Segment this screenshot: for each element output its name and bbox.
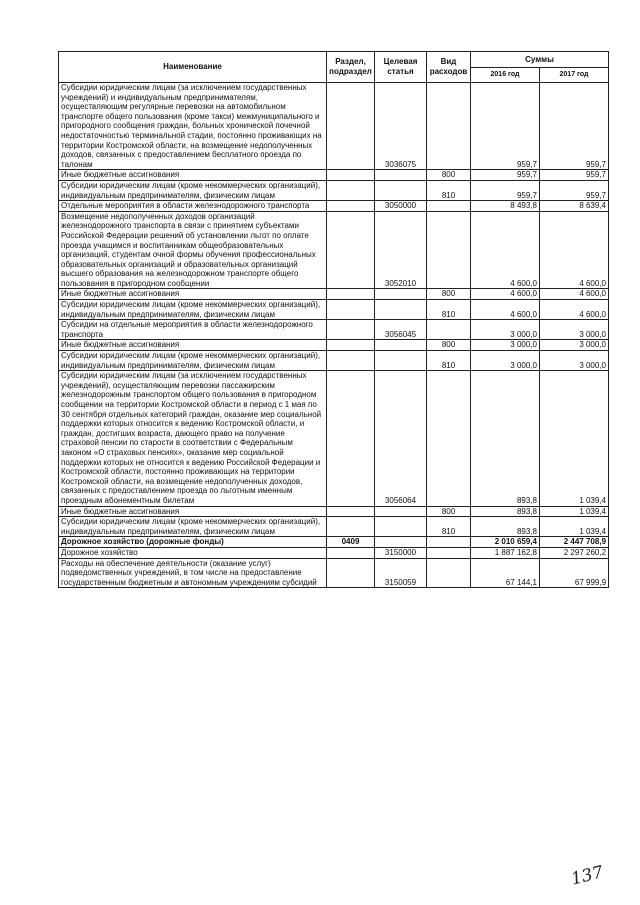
row-sum-2017: 959,7 <box>540 170 609 181</box>
row-target-code <box>375 537 427 548</box>
row-target-code <box>375 180 427 200</box>
row-target-code <box>375 506 427 517</box>
row-sum-2017: 2 297 260,2 <box>540 547 609 558</box>
table-row <box>59 506 609 517</box>
table-row <box>59 300 609 320</box>
row-section <box>327 201 375 212</box>
row-expense-type: 810 <box>427 517 471 537</box>
row-name: Субсидии юридическим лицам (кроме некоммерческих организаций), индивидуальным предпринимателям, физическим лицам <box>59 351 327 371</box>
row-target-code: 3052010 <box>375 211 427 289</box>
row-sum-2016: 959,7 <box>471 83 540 170</box>
row-section <box>327 340 375 351</box>
row-sum-2016: 4 600,0 <box>471 289 540 300</box>
row-target-code <box>375 517 427 537</box>
header-name: Наименование <box>59 52 327 83</box>
row-section: 0409 <box>327 537 375 548</box>
row-name: Возмещение недополученных доходов организаций железнодорожного транспорта в связи с принятием субъектами Российской Федерации решений об установлении льгот по оплате проезда учащимся и воспитанникам общеобразовательных организаций, студентам очной формы обучения профессиональных образовательных организаций и образовательных организаций высшего образования на железнодорожном транспорте общего пользования в пригородном сообщении <box>59 211 327 289</box>
row-sum-2016: 3 000,0 <box>471 351 540 371</box>
table-row <box>59 371 609 506</box>
row-target-code: 3036075 <box>375 83 427 170</box>
row-expense-type <box>427 201 471 212</box>
row-target-code <box>375 300 427 320</box>
page-number: 137 <box>569 862 606 890</box>
row-name: Отдельные мероприятия в области железнодорожного транспорта <box>59 201 327 212</box>
row-expense-type: 810 <box>427 180 471 200</box>
row-sum-2016: 4 600,0 <box>471 300 540 320</box>
row-expense-type <box>427 320 471 340</box>
row-sum-2016: 959,7 <box>471 180 540 200</box>
row-section <box>327 506 375 517</box>
header-target: Целевая статья <box>375 52 427 83</box>
table-row <box>59 211 609 289</box>
row-sum-2017: 1 039,4 <box>540 506 609 517</box>
row-name: Субсидии юридическим лицам (кроме некоммерческих организаций), индивидуальным предпринимателям, физическим лицам <box>59 300 327 320</box>
row-section <box>327 170 375 181</box>
row-name: Иные бюджетные ассигнования <box>59 340 327 351</box>
row-sum-2017: 4 600,0 <box>540 300 609 320</box>
row-sum-2016: 2 010 659,4 <box>471 537 540 548</box>
row-sum-2017: 8 639,4 <box>540 201 609 212</box>
row-target-code <box>375 170 427 181</box>
row-expense-type: 800 <box>427 289 471 300</box>
row-target-code: 3150059 <box>375 558 427 588</box>
row-sum-2017: 2 447 708,9 <box>540 537 609 548</box>
table-row <box>59 351 609 371</box>
row-expense-type <box>427 211 471 289</box>
table-row <box>59 83 609 170</box>
row-target-code: 3056045 <box>375 320 427 340</box>
header-sums: Суммы <box>471 52 609 68</box>
table-body <box>59 83 609 588</box>
row-sum-2016: 1 887 162,8 <box>471 547 540 558</box>
row-sum-2017: 959,7 <box>540 83 609 170</box>
row-section <box>327 517 375 537</box>
row-sum-2016: 8 493,8 <box>471 201 540 212</box>
row-section <box>327 289 375 300</box>
table-row <box>59 201 609 212</box>
row-sum-2017: 959,7 <box>540 180 609 200</box>
row-target-code <box>375 351 427 371</box>
row-expense-type: 800 <box>427 506 471 517</box>
row-expense-type: 810 <box>427 300 471 320</box>
table-row <box>59 537 609 548</box>
table-row <box>59 289 609 300</box>
row-sum-2016: 3 000,0 <box>471 340 540 351</box>
row-expense-type <box>427 547 471 558</box>
row-section <box>327 180 375 200</box>
row-sum-2017: 67 999,9 <box>540 558 609 588</box>
row-name: Иные бюджетные ассигнования <box>59 506 327 517</box>
table-row <box>59 180 609 200</box>
row-expense-type: 800 <box>427 340 471 351</box>
row-sum-2017: 4 600,0 <box>540 289 609 300</box>
row-target-code: 3056064 <box>375 371 427 506</box>
row-section <box>327 300 375 320</box>
row-expense-type <box>427 83 471 170</box>
row-expense-type <box>427 558 471 588</box>
row-name: Дорожное хозяйство <box>59 547 327 558</box>
row-name: Иные бюджетные ассигнования <box>59 170 327 181</box>
table-row <box>59 517 609 537</box>
row-name: Субсидии юридическим лицам (за исключением государственных учреждений) и индивидуальным предпринимателям, осуществляющим регулярные перевозки на автомобильном транспорте общего пользования (кроме такси) межмуниципального и пригородного сообщения граждан, больных хронической почечной недостаточностью терминальной стадии, постоянно проживающих на территории Костромской области, на возмещение недополученных доходов, связанных с предоставлением бесплатного проезда по талонам <box>59 83 327 170</box>
table-row <box>59 547 609 558</box>
table-row <box>59 320 609 340</box>
row-sum-2016: 893,8 <box>471 506 540 517</box>
row-sum-2017: 3 000,0 <box>540 351 609 371</box>
table-row <box>59 340 609 351</box>
row-expense-type <box>427 371 471 506</box>
row-section <box>327 83 375 170</box>
row-expense-type <box>427 537 471 548</box>
table-row <box>59 558 609 588</box>
row-sum-2016: 893,8 <box>471 517 540 537</box>
row-section <box>327 351 375 371</box>
row-section <box>327 211 375 289</box>
row-sum-2016: 893,8 <box>471 371 540 506</box>
row-name: Субсидии юридическим лицам (кроме некоммерческих организаций), индивидуальным предпринимателям, физическим лицам <box>59 180 327 200</box>
budget-table <box>58 51 609 588</box>
row-name: Субсидии юридическим лицам (кроме некоммерческих организаций), индивидуальным предпринимателям, физическим лицам <box>59 517 327 537</box>
table-row <box>59 170 609 181</box>
row-target-code <box>375 289 427 300</box>
row-sum-2017: 1 039,4 <box>540 371 609 506</box>
header-year-2016: 2016 год <box>471 68 540 83</box>
row-sum-2017: 3 000,0 <box>540 320 609 340</box>
row-section <box>327 320 375 340</box>
row-sum-2016: 959,7 <box>471 170 540 181</box>
row-sum-2017: 3 000,0 <box>540 340 609 351</box>
row-expense-type: 810 <box>427 351 471 371</box>
row-target-code <box>375 340 427 351</box>
row-section <box>327 371 375 506</box>
header-section: Раздел, подраздел <box>327 52 375 83</box>
row-sum-2016: 4 600,0 <box>471 211 540 289</box>
header-expense-type: Вид расходов <box>427 52 471 83</box>
row-section <box>327 558 375 588</box>
row-target-code: 3150000 <box>375 547 427 558</box>
row-sum-2017: 1 039,4 <box>540 517 609 537</box>
row-name: Дорожное хозяйство (дорожные фонды) <box>59 537 327 548</box>
row-sum-2016: 67 144,1 <box>471 558 540 588</box>
row-sum-2016: 3 000,0 <box>471 320 540 340</box>
row-sum-2017: 4 600,0 <box>540 211 609 289</box>
row-name: Субсидии на отдельные мероприятия в области железнодорожного транспорта <box>59 320 327 340</box>
row-name: Субсидии юридическим лицам (за исключением государственных учреждений), осуществляющим перевозки пассажирским железнодорожным транспортом общего пользования в пригородном сообщении на территории Костромской области в период с 1 мая по 30 сентября отдельных категорий граждан, оказание мер социальной поддержки которых относится к ведению Костромской области, и граждан, достигших возраста, дающего право на получение страховой пенсии по старости в соответствии с Федеральным законом «О страховых пенсиях», оказание мер социальной поддержки которых не относится к ведению Российской Федерации и Костромской области, постоянно проживающих на территории Костромской области, на возмещение недополученных доходов, связанных с предоставлением проезда по льготным именным проездным абонементным билетам <box>59 371 327 506</box>
row-name: Расходы на обеспечение деятельности (оказание услуг) подведомственных учреждений, в том числе на предоставление государственным бюджетным и автономным учреждениям субсидий <box>59 558 327 588</box>
header-year-2017: 2017 год <box>540 68 609 83</box>
row-target-code: 3050000 <box>375 201 427 212</box>
row-section <box>327 547 375 558</box>
row-name: Иные бюджетные ассигнования <box>59 289 327 300</box>
row-expense-type: 800 <box>427 170 471 181</box>
